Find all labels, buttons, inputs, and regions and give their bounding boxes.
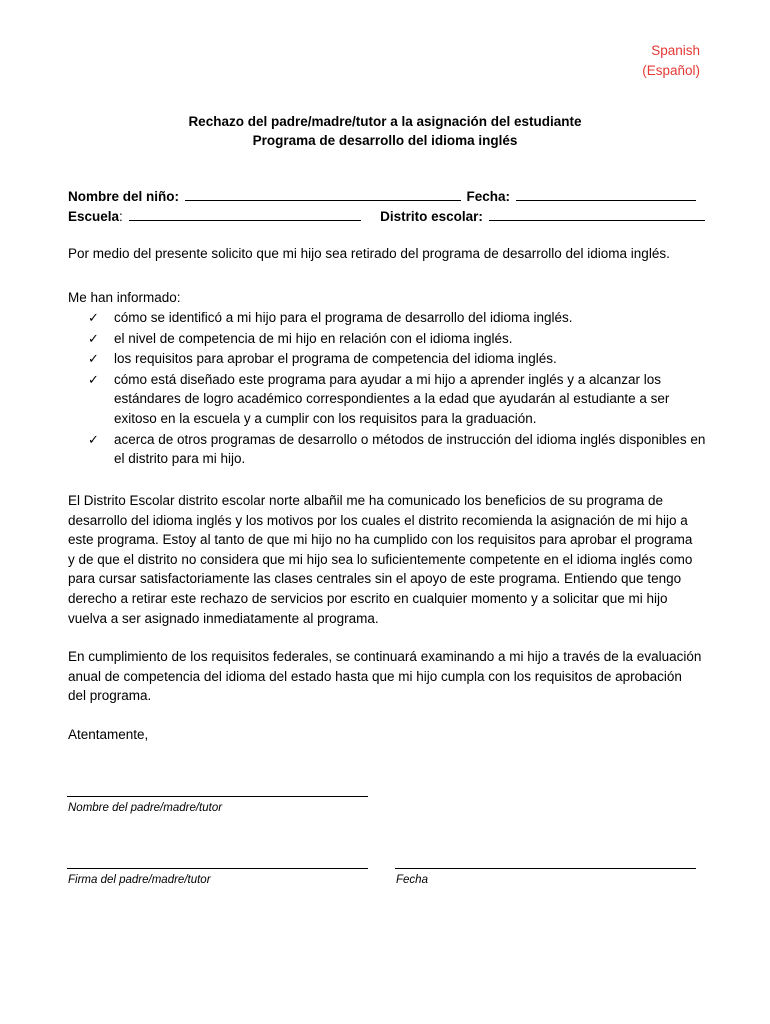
child-name-label: Nombre del niño: (68, 189, 179, 204)
federal-requirements-paragraph: En cumplimiento de los requisitos federales, se continuará examinando a mi hijo a través de la evaluación anual de competencia del idioma del estado hasta que mi hijo cumpla con los requisitos de aprobación del programa. (68, 649, 702, 704)
checklist-item-text: los requisitos para aprobar el programa de competencia del idioma inglés. (114, 351, 557, 367)
date-label: Fecha: (466, 189, 511, 204)
informed-checklist (88, 308, 713, 470)
checkmark-icon: ✓ (88, 310, 99, 325)
checklist-item-text: cómo está diseñado este programa para ayudar a mi hijo a aprender inglés y a alcanzar los estándares de logro académico correspondientes a la edad que ayudarán al estudiante a ser exitoso en la escuela y a cumplir con los requisitos para la graduación. (114, 371, 670, 426)
checklist-item-text: acerca de otros programas de desarrollo o métodos de instrucción del idioma inglés disponibles en el distrito para mi hijo. (114, 431, 706, 467)
checklist-item-text: el nivel de competencia de mi hijo en relación con el idioma inglés. (114, 330, 513, 346)
parent-signature-line[interactable] (67, 868, 368, 869)
district-label: Distrito escolar: (380, 209, 483, 224)
signature-date-line[interactable] (395, 868, 696, 869)
date-field[interactable] (516, 186, 696, 201)
checklist-item-text: cómo se identificó a mi hijo para el programa de desarrollo del idioma inglés. (114, 310, 573, 325)
checkmark-icon: ✓ (88, 351, 99, 367)
school-label: Escuela (68, 209, 120, 224)
language-label-native: (Español) (642, 63, 700, 78)
informed-intro: Me han informado: (68, 290, 181, 305)
child-name-date-row (68, 186, 698, 206)
school-district-row (68, 206, 707, 226)
document-title: Rechazo del padre/madre/tutor a la asignación del estudiante (188, 114, 582, 129)
checkmark-icon: ✓ (88, 371, 99, 387)
closing-salutation: Atentamente, (68, 727, 149, 742)
parent-name-line[interactable] (67, 796, 368, 797)
signature-date-label: Fecha (396, 874, 428, 886)
checklist-item (88, 370, 713, 429)
document-title-block (0, 112, 770, 150)
document-subtitle: Programa de desarrollo del idioma inglés (252, 133, 518, 148)
checkmark-icon: ✓ (88, 330, 99, 346)
checkmark-icon: ✓ (88, 431, 99, 447)
request-statement: Por medio del presente solicito que mi hijo sea retirado del programa de desarrollo del idioma inglés. (68, 246, 670, 261)
child-name-field[interactable] (185, 186, 461, 201)
checklist-item (88, 349, 713, 369)
school-colon: : (119, 209, 123, 224)
parent-name-label: Nombre del padre/madre/tutor (68, 802, 223, 814)
checklist-item (88, 308, 713, 328)
checklist-item (88, 430, 713, 469)
school-field[interactable] (129, 206, 361, 221)
parent-signature-label: Firma del padre/madre/tutor (68, 874, 211, 886)
district-paragraph: El Distrito Escolar distrito escolar norte albañil me ha comunicado los beneficios de su programa de desarrollo del idioma inglés y los motivos por los cuales el distrito recomienda la asignación de mi hijo a este programa. Estoy al tanto de que mi hijo no ha cumplido con los requisitos para aprobar el programa y de que el distrito no considera que mi hijo sea lo suficientemente competente en el idioma inglés como para cursar satisfactoriamente las clases centrales sin el apoyo de este programa. Entiendo que tengo derecho a retirar este rechazo de servicios por escrito en cualquier momento y a solicitar que mi hijo vuelva a ser asignado inmediatamente al programa. (68, 493, 693, 626)
language-label: Spanish (651, 43, 700, 58)
district-field[interactable] (489, 206, 705, 221)
checklist-item (88, 329, 713, 349)
